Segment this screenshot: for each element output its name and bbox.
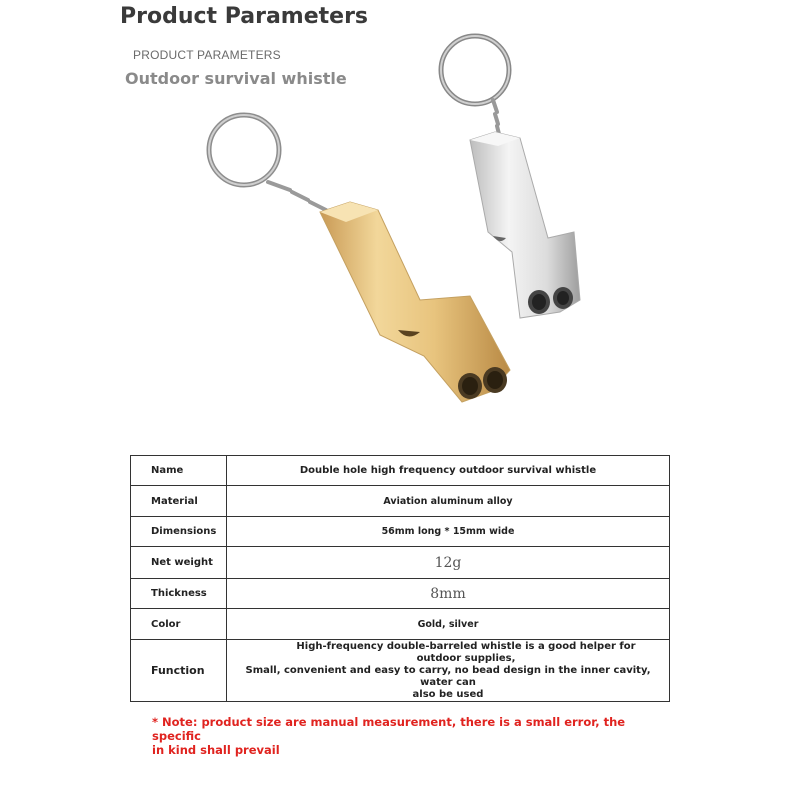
silver-whistle-icon (470, 132, 580, 318)
note-line: in kind shall prevail (152, 743, 280, 757)
param-value: 8mm (227, 579, 670, 609)
measurement-note (152, 715, 652, 757)
param-value-function (227, 640, 670, 702)
param-label: Net weight (131, 547, 227, 579)
page-title: Product Parameters (120, 4, 369, 29)
param-value: 12g (227, 547, 670, 579)
function-line: outdoor supplies, (416, 652, 516, 664)
param-label: Name (131, 456, 227, 486)
product-subheading: Outdoor survival whistle (125, 69, 347, 88)
param-row-material (131, 486, 670, 517)
param-label: Dimensions (131, 517, 227, 547)
param-label: Thickness (131, 579, 227, 609)
function-line: High-frequency double-barreled whistle is a good helper for (296, 640, 636, 652)
function-line: also be used (412, 688, 484, 700)
param-row-net-weight (131, 547, 670, 579)
param-label: Material (131, 486, 227, 517)
gold-whistle-icon (320, 202, 510, 402)
page-subtitle: PRODUCT PARAMETERS (133, 48, 281, 62)
param-row-thickness (131, 579, 670, 609)
param-value: 56mm long * 15mm wide (227, 517, 670, 547)
function-line: Small, convenient and easy to carry, no bead design in the inner cavity, water can (245, 664, 651, 688)
gold-keyring-icon (209, 115, 326, 210)
param-row-color (131, 609, 670, 640)
param-value: Aviation aluminum alloy (227, 486, 670, 517)
silver-keyring-icon (441, 36, 509, 134)
param-value: Gold, silver (227, 609, 670, 640)
param-label: Color (131, 609, 227, 640)
param-value: Double hole high frequency outdoor survival whistle (227, 456, 670, 486)
note-line: * Note: product size are manual measurement, there is a small error, the specific (152, 715, 626, 743)
param-row-name (131, 456, 670, 486)
parameters-table (130, 455, 670, 702)
param-row-dimensions (131, 517, 670, 547)
param-label: Function (131, 640, 227, 702)
param-row-function (131, 640, 670, 702)
